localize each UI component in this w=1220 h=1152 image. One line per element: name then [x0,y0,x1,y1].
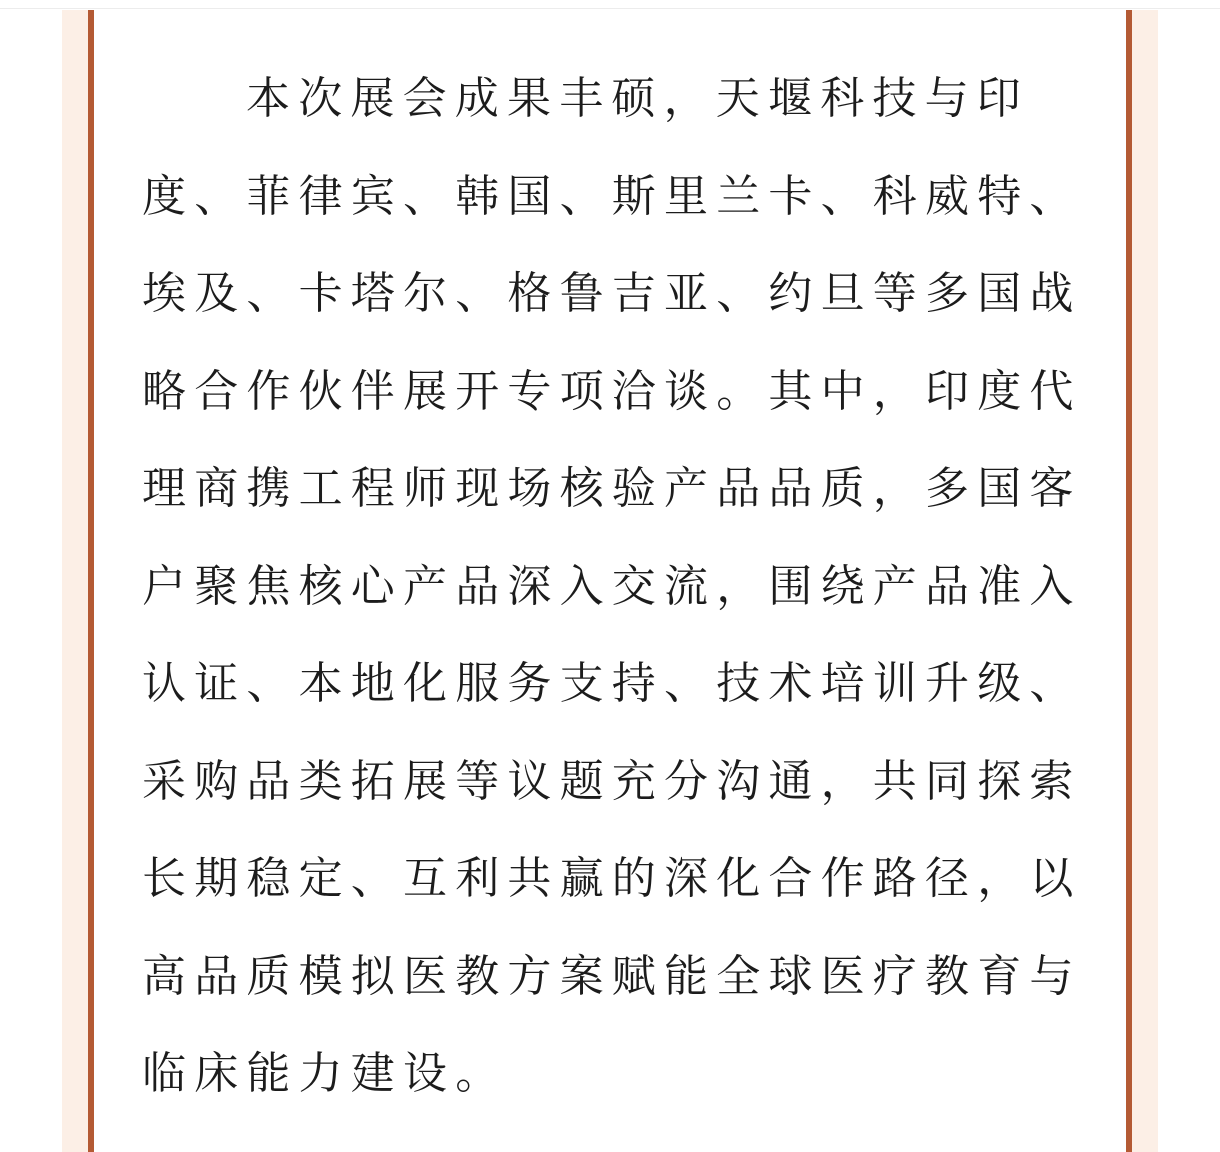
top-divider [0,8,1220,9]
article-paragraph: 本次展会成果丰硕，天堰科技与印度、菲律宾、韩国、斯里兰卡、科威特、埃及、卡塔尔、格鲁吉亚、约旦等多国战略合作伙伴展开专项洽谈。其中，印度代理商携工程师现场核验产品品质，多国客户聚焦核心产品深入交流，围绕产品准入认证、本地化服务支持、技术培训升级、采购品类拓展等议题充分沟通，共同探索长期稳定、互利共赢的深化合作路径，以高品质模拟医教方案赋能全球医疗教育与临床能力建设。 [142,73,1082,1099]
